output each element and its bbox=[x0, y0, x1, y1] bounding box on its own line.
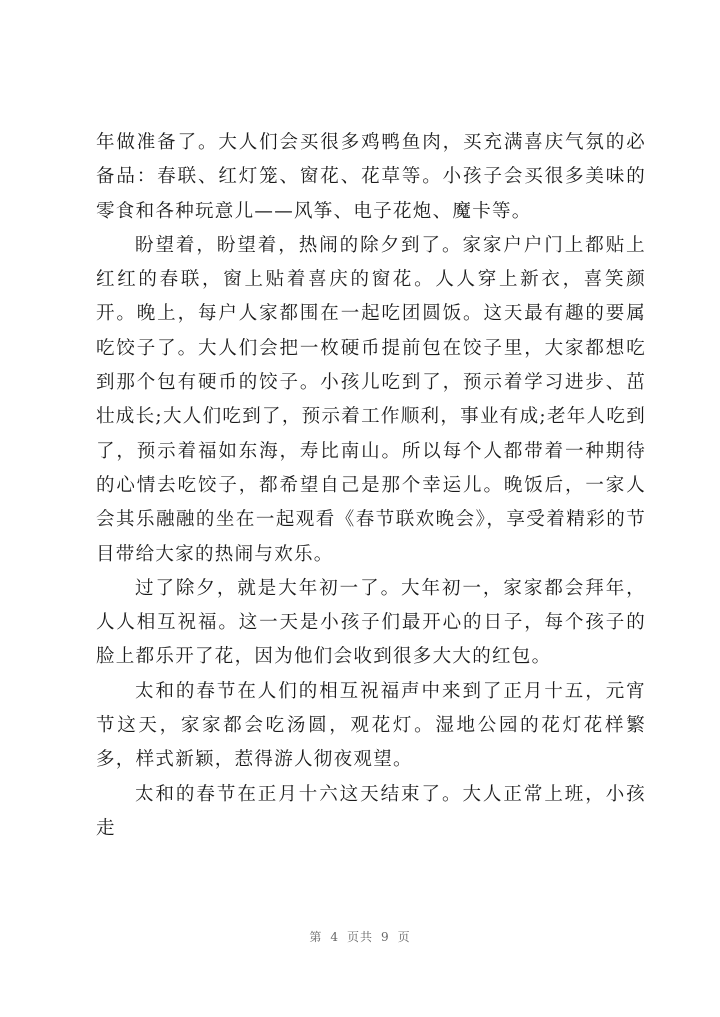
paragraph-4: 太和的春节在人们的相互祝福声中来到了正月十五，元宵节这天，家家都会吃汤圆，观花灯。湿地公园的花灯花样繁多，样式新颖，惹得游人彻夜观望。 bbox=[96, 680, 646, 771]
footer-suffix: 页 bbox=[397, 930, 411, 944]
paragraph-1: 年做准备了。大人们会买很多鸡鸭鱼肉，买充满喜庆气氛的必备品：春联、红灯笼、窗花、花草等。小孩子会买很多美味的零食和各种玩意儿——风筝、电子花炮、魔卡等。 bbox=[96, 132, 646, 222]
paragraph-2: 盼望着，盼望着，热闹的除夕到了。家家户户门上都贴上红红的春联，窗上贴着喜庆的窗花。人人穿上新衣，喜笑颜开。晚上，每户人家都围在一起吃团圆饭。这天最有趣的要属吃饺子了。大人们会把一枚硬币提前包在饺子里，大家都想吃到那个包有硬币的饺子。小孩儿吃到了，预示着学习进步、茁壮成长;大人们吃到了，预示着工作顺利，事业有成;老年人吃到了，预示着福如东海，寿比南山。所以每个人都带着一种期待的心情去吃饺子，都希望自己是那个幸运儿。晚饭后，一家人会其乐融融的坐在一起观看《春节联欢晚会》，享受着精彩的节目带给大家的热闹与欢乐。 bbox=[96, 234, 646, 565]
footer-middle: 页共 bbox=[346, 930, 373, 944]
footer-total-pages: 9 bbox=[381, 930, 390, 944]
document-body bbox=[96, 126, 646, 846]
paragraph-3: 过了除夕，就是大年初一了。大年初一，家家都会拜年，人人相互祝福。这一天是小孩子们最开心的日子，每个孩子的脸上都乐开了花，因为他们会收到很多大大的红包。 bbox=[96, 577, 646, 668]
paragraph-5: 太和的春节在正月十六这天结束了。大人正常上班，小孩走 bbox=[96, 783, 646, 839]
footer-prefix: 第 bbox=[309, 930, 323, 944]
page-footer bbox=[0, 928, 720, 945]
footer-current-page: 4 bbox=[330, 930, 339, 944]
